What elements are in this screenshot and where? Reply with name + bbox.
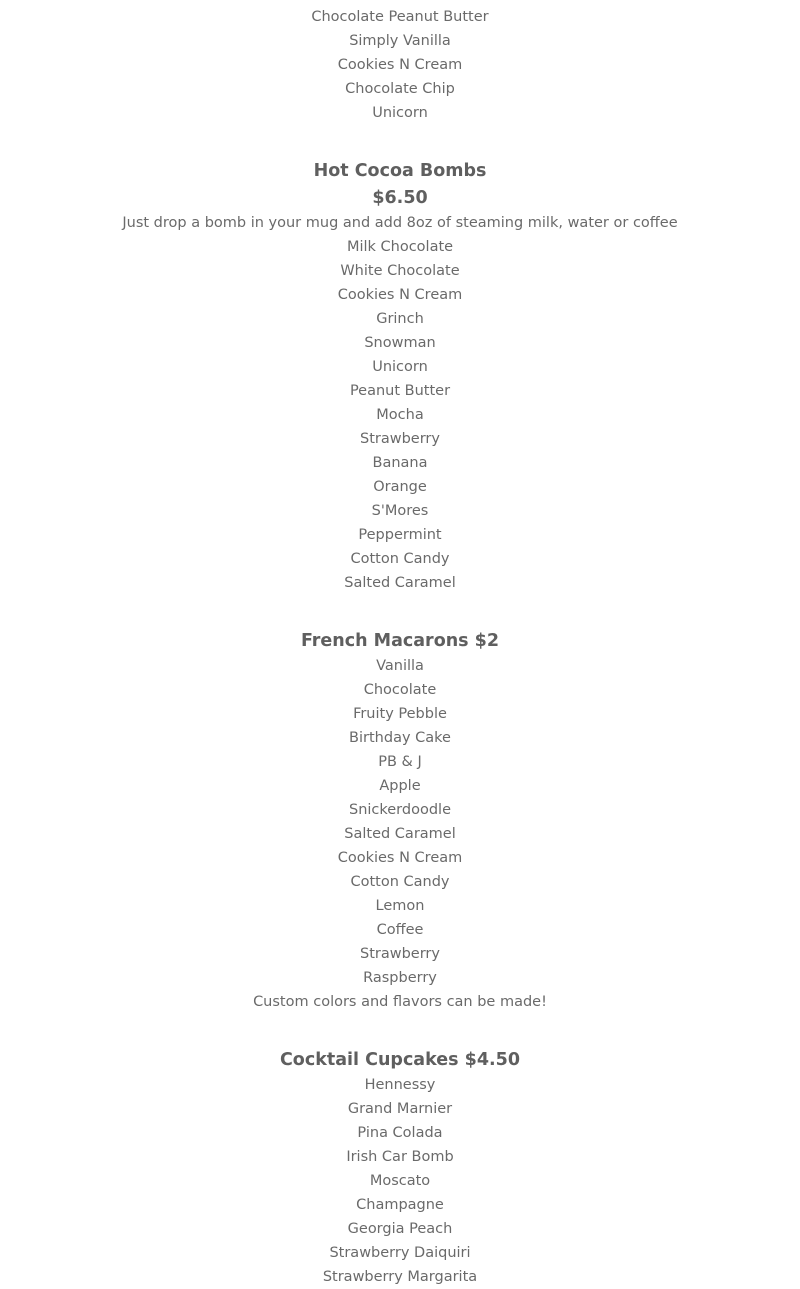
flavor-item: Champagne (356, 1197, 444, 1213)
flavor-item: Grinch (376, 311, 424, 327)
flavor-item: Pina Colada (357, 1125, 443, 1141)
flavor-item: Mocha (376, 407, 424, 423)
flavor-item: Georgia Peach (347, 1221, 453, 1237)
menu-content (0, 5, 800, 1289)
flavor-item: Grand Marnier (347, 1101, 453, 1117)
flavor-item: Snowman (364, 335, 436, 351)
flavor-item: Strawberry Margarita (322, 1269, 478, 1285)
flavor-item: Irish Car Bomb (346, 1149, 454, 1165)
flavor-item: Unicorn (372, 359, 428, 375)
flavor-item: Snickerdoodle (348, 802, 451, 818)
flavor-item: White Chocolate (340, 263, 460, 279)
hot-cocoa-description: Just drop a bomb in your mug and add 8oz of steaming milk, water or coffee (122, 215, 678, 231)
hot-cocoa-title: Hot Cocoa Bombs (313, 161, 487, 181)
hot-cocoa-section (0, 158, 800, 595)
flavor-item: Strawberry Daiquiri (329, 1245, 471, 1261)
flavor-item: Simply Vanilla (349, 33, 451, 49)
flavor-item: Chocolate Chip (345, 81, 455, 97)
flavor-item: Strawberry (360, 431, 440, 447)
flavor-item: Salted Caramel (344, 575, 456, 591)
flavor-item: Cookies N Cream (337, 57, 463, 73)
cocktail-section (0, 1047, 800, 1289)
flavor-item: Cotton Candy (350, 874, 450, 890)
cocktail-title: Cocktail Cupcakes $4.50 (279, 1050, 521, 1070)
flavor-item: PB & J (378, 754, 422, 770)
flavor-item: Birthday Cake (349, 730, 451, 746)
flavor-item: Cookies N Cream (337, 287, 463, 303)
flavor-item: S'Mores (371, 503, 429, 519)
flavor-item: Salted Caramel (344, 826, 456, 842)
flavor-item: Strawberry (360, 946, 440, 962)
flavor-item: Peppermint (358, 527, 442, 543)
flavor-item: Coffee (376, 922, 424, 938)
flavor-item: Peanut Butter (349, 383, 451, 399)
flavor-item: Apple (379, 778, 421, 794)
flavor-item: Banana (372, 455, 428, 471)
flavor-item: Milk Chocolate (346, 239, 454, 255)
flavor-item: Chocolate (363, 682, 437, 698)
intro-flavor-list (0, 5, 800, 125)
flavor-item: Unicorn (372, 105, 428, 121)
section-spacer (0, 595, 800, 628)
flavor-item: Chocolate Peanut Butter (311, 9, 489, 25)
flavor-item: Lemon (375, 898, 425, 914)
flavor-item: Hennessy (364, 1077, 436, 1093)
flavor-item: Moscato (369, 1173, 431, 1189)
hot-cocoa-price: $6.50 (372, 188, 428, 208)
flavor-item: Orange (373, 479, 427, 495)
flavor-item: Cookies N Cream (337, 850, 463, 866)
flavor-item: Cotton Candy (350, 551, 450, 567)
section-spacer (0, 1014, 800, 1047)
section-spacer (0, 125, 800, 158)
macarons-note: Custom colors and flavors can be made! (253, 994, 547, 1010)
flavor-item: Fruity Pebble (353, 706, 447, 722)
flavor-item: Raspberry (363, 970, 437, 986)
flavor-item: Vanilla (376, 658, 424, 674)
macarons-section (0, 628, 800, 1014)
macarons-title: French Macarons $2 (300, 631, 500, 651)
